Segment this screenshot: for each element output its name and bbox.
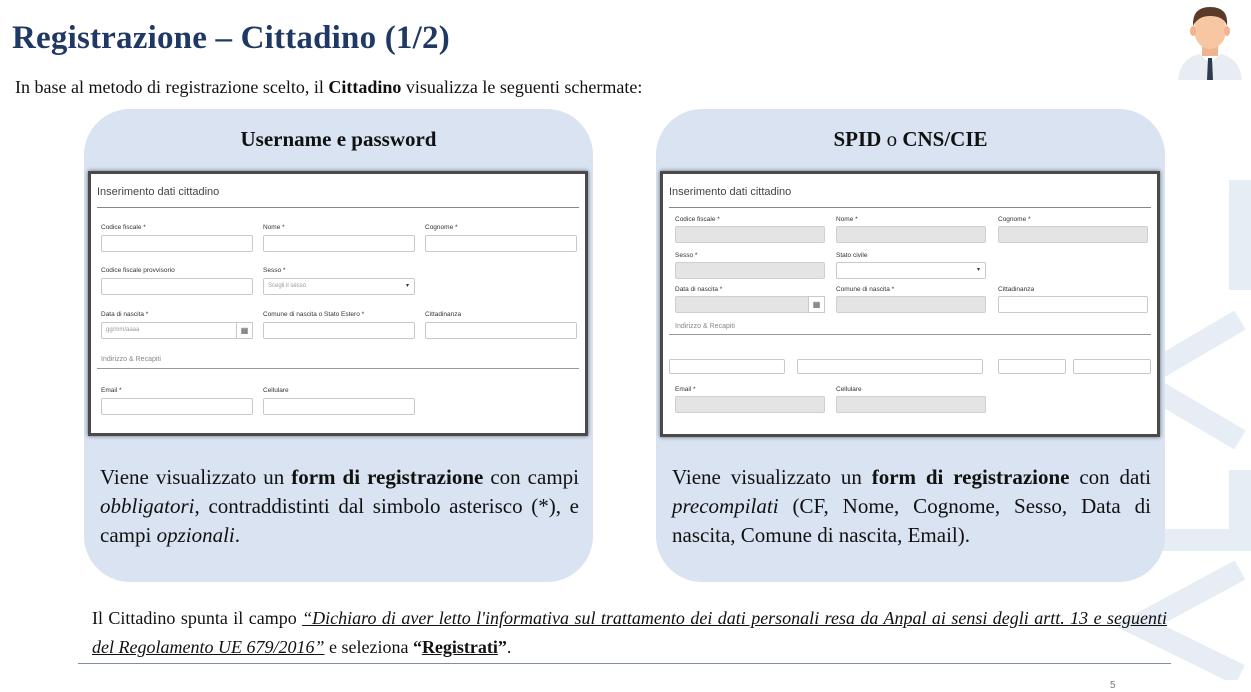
codice-fiscale-input[interactable] bbox=[101, 235, 253, 252]
desc-italic: obbligatori bbox=[100, 494, 195, 518]
form-title: Inserimento dati cittadino bbox=[97, 186, 220, 198]
data-nascita-input[interactable] bbox=[101, 322, 253, 339]
cognome-input bbox=[998, 226, 1148, 243]
prefilled-form-screenshot bbox=[660, 171, 1160, 437]
desc-italic: precompilati bbox=[672, 494, 779, 518]
registration-form-screenshot bbox=[88, 171, 588, 436]
calendar-icon[interactable]: ▦ bbox=[236, 322, 253, 339]
comune-nascita-input[interactable] bbox=[263, 322, 415, 339]
person-avatar-icon bbox=[1174, 2, 1246, 80]
subtitle-bold: Cittadino bbox=[328, 77, 402, 97]
footer-text: . bbox=[506, 637, 512, 657]
label-data-nascita: Data di nascita * bbox=[101, 311, 149, 318]
heading-spid: SPID bbox=[833, 127, 882, 151]
label-codice-fiscale: Codice fiscale * bbox=[101, 224, 146, 231]
label-email: Email * bbox=[675, 386, 696, 393]
subtitle-text-end: visualizza le seguenti schermate: bbox=[401, 77, 643, 97]
desc-text: , contraddistinti dal simbolo asterisco (*), e campi bbox=[100, 494, 579, 547]
label-cellulare: Cellulare bbox=[263, 387, 289, 394]
register-word: Registrati bbox=[421, 637, 498, 657]
spid-cns-cie-panel bbox=[656, 109, 1165, 582]
desc-text: Viene visualizzato un bbox=[100, 465, 292, 489]
desc-text: con campi bbox=[483, 465, 579, 489]
desc-bold: form di registrazione bbox=[871, 465, 1070, 489]
label-sesso: Sesso * bbox=[675, 252, 698, 259]
quote-close: ” bbox=[497, 637, 507, 657]
sesso-select[interactable] bbox=[263, 278, 415, 295]
heading-sep: o bbox=[881, 127, 903, 151]
label-cognome: Cognome * bbox=[425, 224, 458, 231]
cittadinanza-input[interactable] bbox=[425, 322, 577, 339]
section-divider bbox=[669, 334, 1151, 335]
desc-text: con dati bbox=[1069, 465, 1151, 489]
panel-heading bbox=[656, 127, 1165, 152]
label-comune-nascita: Comune di nascita * bbox=[836, 286, 895, 293]
stato-civile-select[interactable] bbox=[836, 262, 986, 279]
desc-text: (CF, Nome, Cognome, Sesso, Data di nascita, Comune di nascita, Email). bbox=[672, 494, 1151, 547]
footer-divider bbox=[78, 663, 1171, 664]
label-stato-civile: Stato civile bbox=[836, 252, 868, 259]
address-field[interactable] bbox=[998, 359, 1066, 374]
label-cognome: Cognome * bbox=[998, 216, 1031, 223]
label-cittadinanza: Cittadinanza bbox=[998, 286, 1035, 293]
username-password-panel bbox=[84, 109, 593, 582]
heading-cns-cie: CNS/CIE bbox=[902, 127, 988, 151]
date-placeholder: gg/mm/aaaa bbox=[106, 327, 140, 333]
address-field[interactable] bbox=[669, 359, 785, 374]
subtitle-text: In base al metodo di registrazione scelto, il bbox=[15, 77, 329, 97]
footer-text: Il Cittadino spunta il campo bbox=[92, 608, 303, 628]
label-codice-fiscale: Codice fiscale * bbox=[675, 216, 720, 223]
section-divider bbox=[97, 368, 579, 369]
footer-text: e seleziona bbox=[324, 637, 413, 657]
cellulare-input[interactable] bbox=[263, 398, 415, 415]
quote-open: “ bbox=[412, 637, 422, 657]
sesso-placeholder: Scegli il sesso bbox=[268, 283, 307, 289]
desc-text: Viene visualizzato un bbox=[672, 465, 872, 489]
page-title: Registrazione – Cittadino (1/2) bbox=[12, 20, 450, 56]
calendar-icon: ▦ bbox=[808, 296, 825, 313]
form-title: Inserimento dati cittadino bbox=[669, 186, 792, 198]
cellulare-input bbox=[836, 396, 986, 413]
cf-provvisorio-input[interactable] bbox=[101, 278, 253, 295]
data-nascita-input bbox=[675, 296, 825, 313]
label-email: Email * bbox=[101, 387, 122, 394]
address-field[interactable] bbox=[1073, 359, 1151, 374]
email-input[interactable] bbox=[101, 398, 253, 415]
email-input bbox=[675, 396, 825, 413]
privacy-consent-quote: “Dichiaro di aver letto l'informativa sul trattamento dei dati personali resa da Anpal ai sensi degli artt. 13 e seguenti del Regolamento UE 679/2016” bbox=[92, 608, 1167, 657]
form-divider bbox=[97, 207, 579, 208]
nome-input bbox=[836, 226, 986, 243]
comune-nascita-input bbox=[836, 296, 986, 313]
address-field[interactable] bbox=[797, 359, 983, 374]
page-subtitle bbox=[15, 77, 642, 98]
label-sesso: Sesso * bbox=[263, 267, 286, 274]
panel-description bbox=[100, 463, 579, 550]
label-nome: Nome * bbox=[836, 216, 858, 223]
label-data-nascita: Data di nascita * bbox=[675, 286, 723, 293]
codice-fiscale-input bbox=[675, 226, 825, 243]
section-address-label: Indirizzo & Recapiti bbox=[101, 356, 161, 363]
register-label bbox=[413, 637, 507, 657]
dropdown-caret-icon: ▾ bbox=[405, 283, 409, 289]
desc-bold: form di registrazione bbox=[291, 465, 484, 489]
footer-instruction bbox=[92, 604, 1167, 662]
panel-description bbox=[672, 463, 1151, 550]
label-comune-nascita: Comune di nascita o Stato Estero * bbox=[263, 311, 365, 318]
sesso-input bbox=[675, 262, 825, 279]
label-nome: Nome * bbox=[263, 224, 285, 231]
label-cittadinanza: Cittadinanza bbox=[425, 311, 462, 318]
panel-heading: Username e password bbox=[240, 127, 437, 151]
page-number: 5 bbox=[1110, 680, 1116, 691]
desc-italic: opzionali bbox=[156, 523, 235, 547]
form-divider bbox=[669, 207, 1151, 208]
nome-input[interactable] bbox=[263, 235, 415, 252]
desc-text: . bbox=[234, 523, 240, 547]
label-cf-provvisorio: Codice fiscale provvisorio bbox=[101, 267, 175, 274]
section-address-label: Indirizzo & Recapiti bbox=[675, 323, 735, 330]
label-cellulare: Cellulare bbox=[836, 386, 862, 393]
cognome-input[interactable] bbox=[425, 235, 577, 252]
cittadinanza-input[interactable] bbox=[998, 296, 1148, 313]
dropdown-caret-icon: ▾ bbox=[976, 267, 980, 273]
